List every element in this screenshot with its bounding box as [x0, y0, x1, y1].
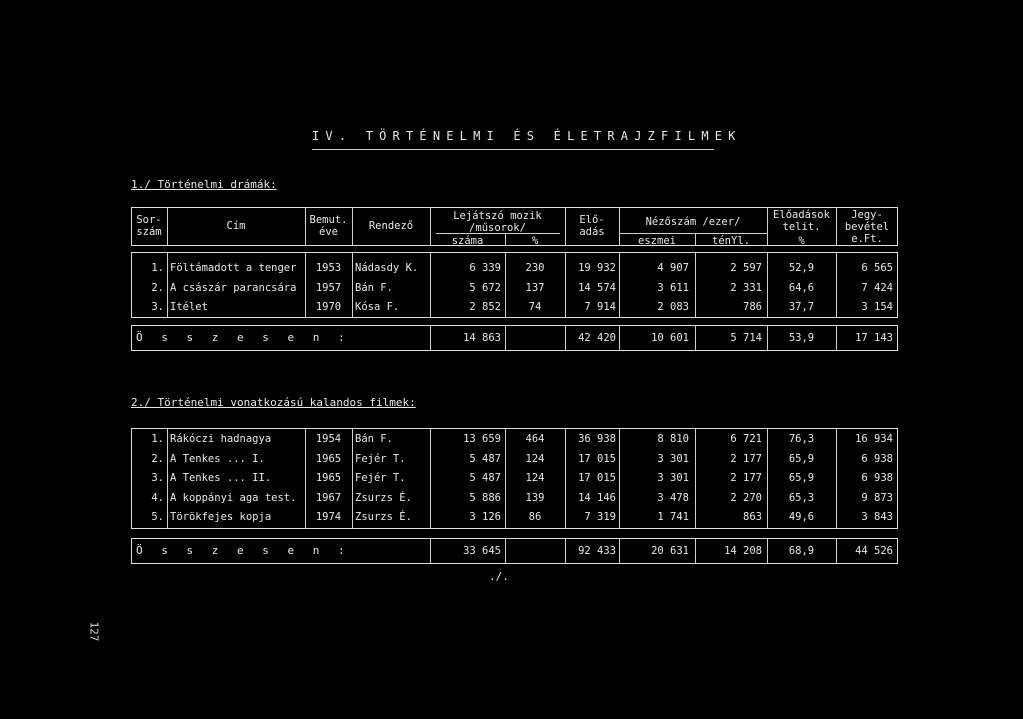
table2-row2-jegybevetel: 6 938 [861, 452, 893, 465]
table2-row2-telit-pct: 65,9 [788, 452, 815, 465]
table1-row2-mozik-pct: 137 [525, 281, 545, 294]
table2-row3-telit-pct: 65,9 [788, 472, 815, 484]
table2-row5-mozik-szama: 3 126 [469, 511, 501, 523]
table2-row1-jegybevetel: 16 934 [855, 433, 893, 445]
table1-row3-cim: Itélet [170, 301, 208, 313]
table1-row1-nezo-eszmei: 4 907 [657, 262, 689, 274]
table2-row5-telit-pct: 49,6 [788, 511, 815, 523]
table1-row1-mozik-pct: 230 [525, 262, 545, 274]
table2-row4-eloadas: 14 146 [578, 491, 616, 504]
table2-row2-sorszam: 2. [151, 452, 164, 465]
table2-row5-jegybevetel: 3 843 [861, 511, 893, 523]
table1-row1-sorszam: 1. [151, 262, 164, 274]
table1-row3-telit-pct: 37,7 [788, 301, 815, 313]
table2-row3-bemut-eve: 1965 [315, 472, 342, 484]
table2-row2-rendezo: Fejér T. [355, 452, 406, 465]
table1-row2-jegybevetel: 7 424 [861, 281, 893, 294]
table2-row5-nezo-eszmei: 1 741 [657, 511, 689, 523]
total2-pct: 68,9 [788, 545, 815, 557]
table2-row1-mozik-pct: 464 [525, 433, 545, 445]
table1-row2-cim: A császár parancsára [170, 281, 297, 294]
table1-row1-eloadas: 19 932 [578, 262, 616, 274]
total2-label: Ö s s z e s e n : [136, 544, 351, 557]
table2-row3-nezo-eszmei: 3 301 [657, 472, 689, 484]
table1-row3-jegybevetel: 3 154 [861, 301, 893, 313]
table2-row3-cim: A Tenkes ... II. [170, 472, 272, 484]
total1-tenyl: 5 714 [730, 332, 762, 344]
table1-row2-bemut-eve: 1957 [315, 281, 342, 294]
table1-row2-mozik-szama: 5 672 [469, 281, 501, 294]
table2-row3-mozik-szama: 5 487 [469, 472, 501, 484]
total1-eszmei: 10 601 [651, 332, 689, 344]
header-rendezo: Rendező [368, 220, 414, 232]
table2-row1-nezo-tenyl: 6 721 [730, 433, 762, 445]
table1-row1-cim: Föltámadott a tenger [170, 262, 297, 274]
total1-szama: 14 863 [463, 332, 501, 344]
header-nezoszam: Nézőszám /ezer/ [645, 216, 741, 228]
total1-eloadas: 42 420 [578, 332, 616, 344]
table2-row2-eloadas: 17 015 [578, 452, 616, 465]
chapter-title-rule [312, 149, 714, 150]
table2-row4-bemut-eve: 1967 [315, 491, 342, 504]
table1-row1-rendezo: Nádasdy K. [355, 262, 419, 274]
table2-row3-mozik-pct: 124 [525, 472, 545, 484]
total2-tenyl: 14 208 [724, 545, 762, 557]
table2-row3-jegybevetel: 6 938 [861, 472, 893, 484]
table1-row1-telit-pct: 52,9 [788, 262, 815, 274]
total1-label: Ö s s z e s e n : [136, 331, 351, 344]
table2-row5-rendezo: Zsurzs É. [355, 511, 412, 523]
table1-row1-nezo-tenyl: 2 597 [730, 262, 762, 274]
table2-row2-mozik-pct: 124 [525, 452, 545, 465]
chapter-title: IV. TÖRTÉNELMI ÉS ÉLETRAJZFILMEK [312, 129, 742, 143]
table2-row5-sorszam: 5. [151, 511, 164, 523]
table2-row1-nezo-eszmei: 8 810 [657, 433, 689, 445]
table1-row2-telit-pct: 64,6 [788, 281, 815, 294]
table2-row4-jegybevetel: 9 873 [861, 491, 893, 504]
table1-row2-nezo-eszmei: 3 611 [657, 281, 689, 294]
table1-row2-eloadas: 14 574 [578, 281, 616, 294]
total2-szama: 33 645 [463, 545, 501, 557]
table1-row3-mozik-szama: 2 852 [469, 301, 501, 313]
table2-row1-mozik-szama: 13 659 [463, 433, 501, 445]
header-pct: % [531, 235, 539, 247]
total1-jegy: 17 143 [855, 332, 893, 344]
table1-row3-mozik-pct: 74 [528, 301, 542, 313]
table2-row4-telit-pct: 65,3 [788, 491, 815, 504]
section1-title: 1./ Történelmi drámák: [131, 178, 277, 191]
total2-eszmei: 20 631 [651, 545, 689, 557]
table1-row2-sorszam: 2. [151, 281, 164, 294]
table2-row1-bemut-eve: 1954 [315, 433, 342, 445]
table2-row5-mozik-pct: 86 [528, 511, 542, 523]
header-eloadasok-pct: % [798, 235, 805, 247]
header-eloadasok-telit: Előadások telit. [773, 209, 830, 233]
table1-row3-nezo-eszmei: 2 083 [657, 301, 689, 313]
table2-row2-mozik-szama: 5 487 [469, 452, 501, 465]
header-jegybevetel: Jegy- bevétel e.Ft. [844, 209, 890, 245]
total1-pct: 53,9 [788, 332, 815, 344]
table1-row3-sorszam: 3. [151, 301, 164, 313]
table2-row2-bemut-eve: 1965 [315, 452, 342, 465]
table2-row4-rendezo: Zsurzs É. [355, 491, 412, 504]
table1-row3-eloadas: 7 914 [584, 301, 616, 313]
table2-row2-cim: A Tenkes ... I. [170, 452, 265, 465]
table2-row1-telit-pct: 76,3 [788, 433, 815, 445]
continuation-mark: ./. [489, 570, 509, 583]
total2-eloadas: 92 433 [578, 545, 616, 557]
table2-row3-eloadas: 17 015 [578, 472, 616, 484]
header-tenyl: ténYl. [712, 235, 750, 247]
table1-row3-bemut-eve: 1970 [315, 301, 342, 313]
total2-jegy: 44 526 [855, 545, 893, 557]
header-szama: száma [451, 235, 484, 247]
table2-row4-sorszam: 4. [151, 491, 164, 504]
table1-row1-bemut-eve: 1953 [315, 262, 342, 274]
table1-row2-nezo-tenyl: 2 331 [730, 281, 762, 294]
table2-row4-cim: A koppányi aga test. [170, 491, 297, 504]
header-eloadas: Elő- adás [579, 214, 605, 238]
table2-row2-nezo-tenyl: 2 177 [730, 452, 762, 465]
table2-row4-mozik-szama: 5 886 [469, 491, 501, 504]
table2-row3-sorszam: 3. [151, 472, 164, 484]
section2-title: 2./ Történelmi vonatkozású kalandos filmek: [131, 396, 416, 409]
header-lejatszo: Lejátszó mozik /műsorok/ [453, 210, 542, 234]
table2-row1-cim: Rákóczi hadnagya [170, 433, 272, 445]
table2-row1-eloadas: 36 938 [578, 433, 616, 445]
table2-row5-eloadas: 7 319 [584, 511, 616, 523]
table2-row5-cim: Törökfejes kopja [170, 511, 272, 523]
table1-row1-jegybevetel: 6 565 [861, 262, 893, 274]
table1-row3-rendezo: Kósa F. [355, 301, 400, 313]
page-number: 127 [87, 621, 101, 642]
table2-row3-rendezo: Fejér T. [355, 472, 406, 484]
table2-row5-bemut-eve: 1974 [315, 511, 342, 523]
header-cim: Cím [226, 220, 246, 232]
table2-row4-nezo-tenyl: 2 270 [730, 491, 762, 504]
table2-row1-rendezo: Bán F. [355, 433, 393, 445]
table1-row1-mozik-szama: 6 339 [469, 262, 501, 274]
header-eszmei: eszmei [638, 235, 676, 247]
header-sorszam: Sor- szám [136, 214, 162, 238]
table2-row1-sorszam: 1. [151, 433, 164, 445]
table2-row4-mozik-pct: 139 [525, 491, 545, 504]
table2-row2-nezo-eszmei: 3 301 [657, 452, 689, 465]
header-bemut: Bemut. éve [309, 214, 348, 238]
table2-row4-nezo-eszmei: 3 478 [657, 491, 689, 504]
table1-row2-rendezo: Bán F. [355, 281, 393, 294]
table2-row3-nezo-tenyl: 2 177 [730, 472, 762, 484]
table1-row3-nezo-tenyl: 786 [743, 301, 762, 313]
table2-row5-nezo-tenyl: 863 [743, 511, 762, 523]
